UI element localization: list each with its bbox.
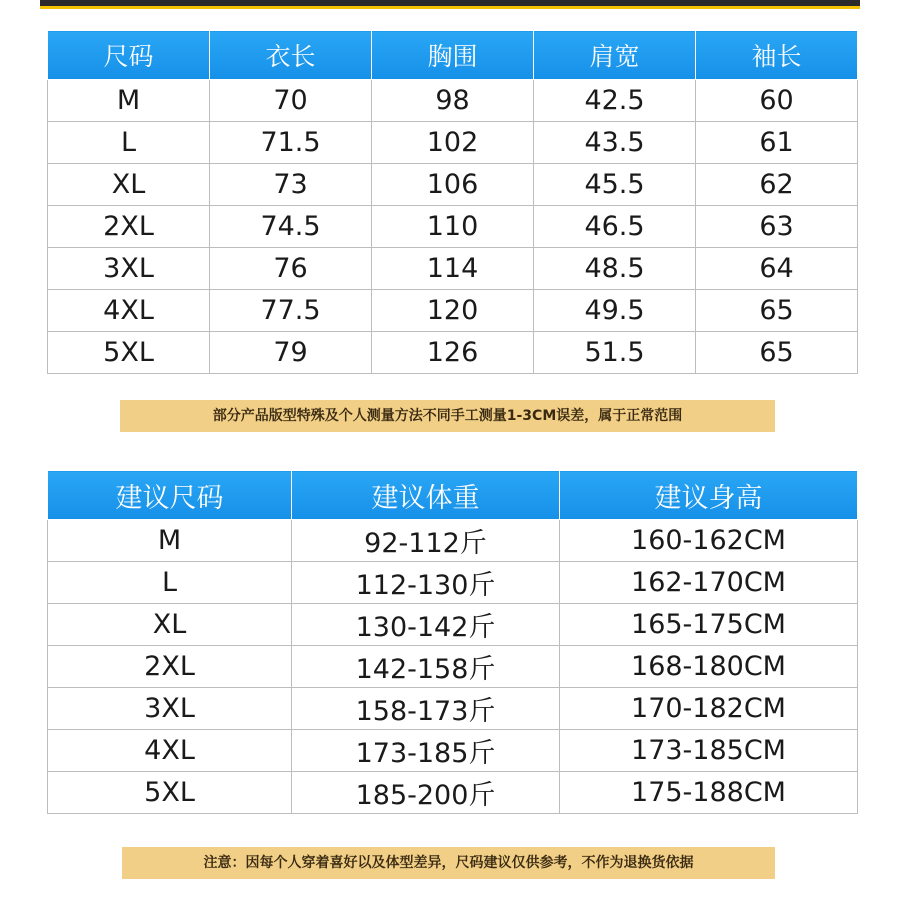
- weight-cell: 142-158斤: [292, 646, 560, 688]
- weight-cell: 112-130斤: [292, 562, 560, 604]
- header-recommended-height: 建议身高: [560, 471, 858, 520]
- shoulder-cell: 43.5: [534, 122, 696, 164]
- table-row: [48, 772, 858, 814]
- chest-cell: 120: [372, 290, 534, 332]
- sleeve-cell: 61: [696, 122, 858, 164]
- weight-cell: 92-112斤: [292, 520, 560, 562]
- height-cell: 173-185CM: [560, 730, 858, 772]
- height-cell: 168-180CM: [560, 646, 858, 688]
- shoulder-cell: 46.5: [534, 206, 696, 248]
- length-cell: 79: [210, 332, 372, 374]
- table-row: [48, 332, 858, 374]
- length-cell: 71.5: [210, 122, 372, 164]
- size-cell: 4XL: [48, 730, 292, 772]
- header-sleeve: 袖长: [696, 31, 858, 80]
- sleeve-cell: 60: [696, 80, 858, 122]
- size-chart-table: [47, 30, 858, 374]
- size-cell: XL: [48, 164, 210, 206]
- size-cell: 3XL: [48, 248, 210, 290]
- chest-cell: 98: [372, 80, 534, 122]
- sleeve-cell: 65: [696, 290, 858, 332]
- size-cell: L: [48, 562, 292, 604]
- size-cell: 3XL: [48, 688, 292, 730]
- recommended-size-table: [47, 470, 858, 814]
- weight-cell: 130-142斤: [292, 604, 560, 646]
- sleeve-cell: 64: [696, 248, 858, 290]
- size-cell: 5XL: [48, 332, 210, 374]
- table-row: [48, 164, 858, 206]
- weight-cell: 158-173斤: [292, 688, 560, 730]
- size-cell: XL: [48, 604, 292, 646]
- sleeve-cell: 62: [696, 164, 858, 206]
- shoulder-cell: 42.5: [534, 80, 696, 122]
- height-cell: 175-188CM: [560, 772, 858, 814]
- sleeve-cell: 65: [696, 332, 858, 374]
- height-cell: 162-170CM: [560, 562, 858, 604]
- recommended-header-row: [48, 471, 858, 520]
- chest-cell: 106: [372, 164, 534, 206]
- header-length: 衣长: [210, 31, 372, 80]
- length-cell: 70: [210, 80, 372, 122]
- header-size: 尺码: [48, 31, 210, 80]
- table-row: [48, 290, 858, 332]
- shoulder-cell: 45.5: [534, 164, 696, 206]
- height-cell: 170-182CM: [560, 688, 858, 730]
- table-row: [48, 248, 858, 290]
- size-cell: L: [48, 122, 210, 164]
- measurement-tolerance-notice: 部分产品版型特殊及个人测量方法不同手工测量1-3CM误差，属于正常范围: [120, 400, 775, 432]
- chest-cell: 110: [372, 206, 534, 248]
- length-cell: 76: [210, 248, 372, 290]
- table-row: [48, 730, 858, 772]
- table-row: [48, 688, 858, 730]
- shoulder-cell: 51.5: [534, 332, 696, 374]
- header-recommended-weight: 建议体重: [292, 471, 560, 520]
- table-row: [48, 520, 858, 562]
- chest-cell: 102: [372, 122, 534, 164]
- header-chest: 胸围: [372, 31, 534, 80]
- height-cell: 165-175CM: [560, 604, 858, 646]
- size-cell: M: [48, 80, 210, 122]
- size-chart-header-row: [48, 31, 858, 80]
- sleeve-cell: 63: [696, 206, 858, 248]
- recommended-size-body: [48, 520, 858, 814]
- size-chart-body: [48, 80, 858, 374]
- table-row: [48, 122, 858, 164]
- shoulder-cell: 49.5: [534, 290, 696, 332]
- table-row: [48, 646, 858, 688]
- size-cell: 5XL: [48, 772, 292, 814]
- length-cell: 73: [210, 164, 372, 206]
- table-row: [48, 604, 858, 646]
- size-cell: 4XL: [48, 290, 210, 332]
- chest-cell: 114: [372, 248, 534, 290]
- size-cell: 2XL: [48, 646, 292, 688]
- size-cell: 2XL: [48, 206, 210, 248]
- chest-cell: 126: [372, 332, 534, 374]
- disclaimer-notice: 注意：因每个人穿着喜好以及体型差异，尺码建议仅供参考，不作为退换货依据: [122, 847, 775, 879]
- table-row: [48, 206, 858, 248]
- height-cell: 160-162CM: [560, 520, 858, 562]
- length-cell: 74.5: [210, 206, 372, 248]
- shoulder-cell: 48.5: [534, 248, 696, 290]
- size-cell: M: [48, 520, 292, 562]
- table-row: [48, 562, 858, 604]
- header-recommended-size: 建议尺码: [48, 471, 292, 520]
- weight-cell: 185-200斤: [292, 772, 560, 814]
- header-shoulder: 肩宽: [534, 31, 696, 80]
- length-cell: 77.5: [210, 290, 372, 332]
- weight-cell: 173-185斤: [292, 730, 560, 772]
- top-decorative-strip: [40, 0, 860, 9]
- table-row: [48, 80, 858, 122]
